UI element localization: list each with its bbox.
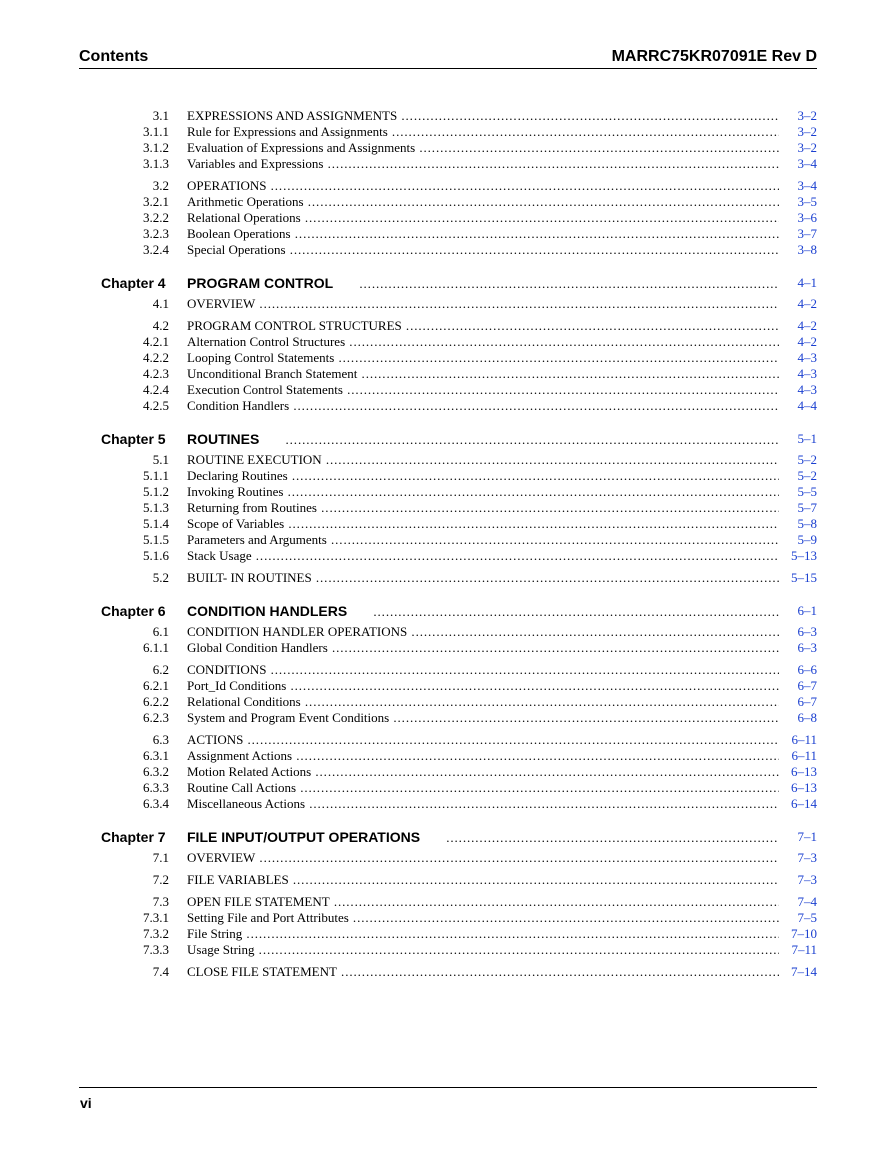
- toc-entry-title: Scope of Variables .....: [187, 516, 779, 532]
- toc-page-link[interactable]: 3–8: [797, 242, 817, 257]
- toc-entry-title: Rule for Expressions and Assignments .....: [187, 124, 779, 140]
- toc-entry[interactable]: [79, 764, 817, 780]
- toc-page-link[interactable]: 4–2: [797, 334, 817, 349]
- toc-entry-title: BUILT- IN ROUTINES .....: [187, 570, 779, 586]
- page-header: [79, 47, 817, 69]
- page-number: vi: [80, 1095, 92, 1111]
- toc-entry[interactable]: [79, 678, 817, 694]
- toc-entry-number: 3.1.1: [143, 124, 169, 139]
- toc-entry[interactable]: [79, 398, 817, 414]
- toc-page-link[interactable]: 6–14: [791, 796, 817, 811]
- toc-entry-number: 4.2.5: [143, 398, 169, 413]
- toc-entry[interactable]: [79, 624, 817, 640]
- toc-entry[interactable]: [79, 710, 817, 726]
- toc-entry[interactable]: [79, 226, 817, 242]
- toc-entry-number: 6.3.1: [143, 748, 169, 763]
- toc-entry-title: OPERATIONS .....: [187, 178, 779, 194]
- toc-entry[interactable]: [79, 124, 817, 140]
- toc-entry-number: 6.1.1: [143, 640, 169, 655]
- toc-entry-number: 3.2.3: [143, 226, 169, 241]
- toc-page-link[interactable]: 6–8: [797, 710, 817, 725]
- toc-entry[interactable]: [79, 780, 817, 796]
- toc-entry-title: Variables and Expressions .....: [187, 156, 779, 172]
- toc-page-link[interactable]: 7–5: [797, 910, 817, 925]
- toc-entry[interactable]: [79, 894, 817, 910]
- toc-entry[interactable]: [79, 318, 817, 334]
- toc-entry[interactable]: [79, 548, 817, 564]
- toc-entry-title: Invoking Routines .....: [187, 484, 779, 500]
- toc-page-link[interactable]: 6–1: [797, 603, 817, 618]
- toc-entry-number: 7.1: [152, 850, 169, 865]
- toc-entry-number: 3.1.3: [143, 156, 169, 171]
- toc-entry-title: Unconditional Branch Statement .....: [187, 366, 779, 382]
- toc-page-link[interactable]: 4–4: [797, 398, 817, 413]
- toc-entry-title: OVERVIEW .....: [187, 296, 779, 312]
- toc-entry-title: Returning from Routines .....: [187, 500, 779, 516]
- toc-page-link[interactable]: 7–10: [791, 926, 817, 941]
- toc-entry-title: PROGRAM CONTROL STRUCTURES .....: [187, 318, 779, 334]
- toc-page-link[interactable]: 6–11: [791, 732, 817, 747]
- toc-entry[interactable]: [79, 850, 817, 866]
- toc-entry[interactable]: [79, 516, 817, 532]
- table-of-contents: [79, 108, 817, 980]
- toc-entry-number: 5.1.6: [143, 548, 169, 563]
- toc-entry[interactable]: [79, 640, 817, 656]
- toc-entry-number: 5.2: [152, 570, 169, 585]
- toc-entry-title: File String .....: [187, 926, 779, 942]
- toc-page-link[interactable]: 5–8: [797, 516, 817, 531]
- toc-entry-title: Special Operations .....: [187, 242, 779, 258]
- toc-page-link[interactable]: 7–3: [797, 850, 817, 865]
- toc-entry-number: 5.1.3: [143, 500, 169, 515]
- header-title: Contents: [79, 48, 149, 65]
- toc-entry-number: 6.3.4: [143, 796, 169, 811]
- toc-entry-number: 4.2.1: [143, 334, 169, 349]
- toc-entry-title: Looping Control Statements .....: [187, 350, 779, 366]
- toc-entry-number: 3.2.2: [143, 210, 169, 225]
- toc-page-link[interactable]: 3–4: [797, 178, 817, 193]
- toc-entry-number: 6.3: [152, 732, 169, 747]
- toc-entry-title: Global Condition Handlers .....: [187, 640, 779, 656]
- toc-entry[interactable]: [79, 926, 817, 942]
- toc-entry-title: CLOSE FILE STATEMENT .....: [187, 964, 779, 980]
- toc-entry[interactable]: [79, 662, 817, 678]
- toc-entry-number: Chapter 7: [101, 829, 166, 845]
- toc-entry-title: Miscellaneous Actions .....: [187, 796, 779, 812]
- toc-page-link[interactable]: 7–3: [797, 872, 817, 887]
- toc-entry[interactable]: [79, 334, 817, 350]
- toc-chapter-entry[interactable]: [79, 602, 817, 620]
- toc-entry-number: Chapter 6: [101, 603, 166, 619]
- chapter-title: CONDITION HANDLERS: [187, 603, 348, 619]
- toc-entry-number: 7.3.2: [143, 926, 169, 941]
- toc-entry-title: Port_Id Conditions .....: [187, 678, 779, 694]
- toc-entry-number: 4.2: [152, 318, 169, 333]
- toc-entry[interactable]: [79, 156, 817, 172]
- toc-page-link[interactable]: 3–4: [797, 156, 817, 171]
- toc-entry-number: 3.2.1: [143, 194, 169, 209]
- toc-page-link[interactable]: 4–3: [797, 366, 817, 381]
- page-footer: [79, 1087, 817, 1111]
- toc-page-link[interactable]: 5–5: [797, 484, 817, 499]
- toc-entry-number: 6.2.2: [143, 694, 169, 709]
- toc-page-link[interactable]: 4–2: [797, 296, 817, 311]
- toc-page-link[interactable]: 3–7: [797, 226, 817, 241]
- toc-page-link[interactable]: 5–13: [791, 548, 817, 563]
- toc-page-link[interactable]: 5–1: [797, 431, 817, 446]
- toc-entry-number: 7.3: [152, 894, 169, 909]
- toc-chapter-entry[interactable]: [79, 430, 817, 448]
- toc-entry[interactable]: [79, 796, 817, 812]
- toc-entry[interactable]: [79, 748, 817, 764]
- chapter-title: ROUTINES: [187, 431, 260, 447]
- toc-entry-title: FILE VARIABLES .....: [187, 872, 779, 888]
- toc-entry[interactable]: [79, 964, 817, 980]
- toc-entry[interactable]: [79, 194, 817, 210]
- toc-entry-title: Motion Related Actions .....: [187, 764, 779, 780]
- toc-entry-title: System and Program Event Conditions .....: [187, 710, 779, 726]
- toc-page-link[interactable]: 5–2: [797, 468, 817, 483]
- toc-page-link[interactable]: 5–15: [791, 570, 817, 585]
- toc-page-link[interactable]: 7–1: [797, 829, 817, 844]
- toc-entry[interactable]: [79, 382, 817, 398]
- toc-entry[interactable]: [79, 732, 817, 748]
- toc-entry[interactable]: [79, 108, 817, 124]
- toc-entry[interactable]: [79, 452, 817, 468]
- toc-entry-title: [187, 430, 779, 449]
- toc-entry[interactable]: [79, 366, 817, 382]
- toc-chapter-entry[interactable]: [79, 274, 817, 292]
- toc-entry-title: EXPRESSIONS AND ASSIGNMENTS .....: [187, 108, 779, 124]
- toc-entry-title: Usage String .....: [187, 942, 779, 958]
- toc-page-link[interactable]: 6–3: [797, 640, 817, 655]
- toc-entry-title: Relational Operations .....: [187, 210, 779, 226]
- toc-entry-number: 4.1: [152, 296, 169, 311]
- toc-entry-title: CONDITION HANDLER OPERATIONS .....: [187, 624, 779, 640]
- document-id: MARRC75KR07091E Rev D: [611, 48, 817, 65]
- chapter-title: PROGRAM CONTROL: [187, 275, 334, 291]
- toc-page-link[interactable]: 3–5: [797, 194, 817, 209]
- toc-entry-title: Alternation Control Structures .....: [187, 334, 779, 350]
- toc-entry-title: [187, 828, 779, 847]
- toc-entry-number: 3.1: [152, 108, 169, 123]
- toc-entry-title: Setting File and Port Attributes .....: [187, 910, 779, 926]
- toc-entry-number: 5.1.2: [143, 484, 169, 499]
- toc-entry-title: Boolean Operations .....: [187, 226, 779, 242]
- toc-entry-number: 4.2.4: [143, 382, 169, 397]
- toc-entry-title: ACTIONS .....: [187, 732, 779, 748]
- toc-entry-number: 7.3.3: [143, 942, 169, 957]
- toc-entry-number: 5.1.1: [143, 468, 169, 483]
- toc-page-link[interactable]: 6–6: [797, 662, 817, 677]
- toc-entry[interactable]: [79, 484, 817, 500]
- toc-page-link[interactable]: 3–2: [797, 108, 817, 123]
- toc-page-link[interactable]: 7–11: [791, 942, 817, 957]
- toc-entry-title: [187, 602, 779, 621]
- toc-entry[interactable]: [79, 910, 817, 926]
- toc-entry[interactable]: [79, 140, 817, 156]
- toc-entry-number: 3.2.4: [143, 242, 169, 257]
- toc-entry-number: 5.1: [152, 452, 169, 467]
- toc-entry-title: OPEN FILE STATEMENT .....: [187, 894, 779, 910]
- toc-page-link[interactable]: 6–13: [791, 780, 817, 795]
- toc-entry[interactable]: [79, 242, 817, 258]
- chapter-title: FILE INPUT/OUTPUT OPERATIONS: [187, 829, 421, 845]
- toc-entry-number: 6.3.3: [143, 780, 169, 795]
- toc-page-link[interactable]: 6–7: [797, 678, 817, 693]
- toc-entry-number: 4.2.2: [143, 350, 169, 365]
- toc-entry-title: Relational Conditions .....: [187, 694, 779, 710]
- toc-entry-title: [187, 274, 779, 293]
- toc-entry-title: Assignment Actions .....: [187, 748, 779, 764]
- toc-page-link[interactable]: 3–2: [797, 124, 817, 139]
- toc-page-link[interactable]: 4–1: [797, 275, 817, 290]
- toc-entry[interactable]: [79, 468, 817, 484]
- toc-entry-title: Condition Handlers .....: [187, 398, 779, 414]
- toc-entry-title: Evaluation of Expressions and Assignments .....: [187, 140, 779, 156]
- toc-entry[interactable]: [79, 500, 817, 516]
- toc-chapter-entry[interactable]: [79, 828, 817, 846]
- toc-entry-number: Chapter 5: [101, 431, 166, 447]
- toc-entry[interactable]: [79, 942, 817, 958]
- toc-page-link[interactable]: 5–9: [797, 532, 817, 547]
- toc-entry-title: Execution Control Statements .....: [187, 382, 779, 398]
- toc-entry-number: 6.2: [152, 662, 169, 677]
- toc-entry-title: Arithmetic Operations .....: [187, 194, 779, 210]
- toc-entry-number: 7.3.1: [143, 910, 169, 925]
- toc-entry-number: 5.1.4: [143, 516, 169, 531]
- toc-entry-number: 6.2.3: [143, 710, 169, 725]
- toc-page-link[interactable]: 3–6: [797, 210, 817, 225]
- toc-entry[interactable]: [79, 872, 817, 888]
- toc-entry-number: 4.2.3: [143, 366, 169, 381]
- toc-entry[interactable]: [79, 694, 817, 710]
- toc-entry-number: 3.1.2: [143, 140, 169, 155]
- toc-entry-number: 3.2: [152, 178, 169, 193]
- toc-entry-number: 5.1.5: [143, 532, 169, 547]
- toc-entry-title: Stack Usage .....: [187, 548, 779, 564]
- toc-page-link[interactable]: 4–3: [797, 350, 817, 365]
- toc-entry-number: 6.3.2: [143, 764, 169, 779]
- toc-page-link[interactable]: 5–2: [797, 452, 817, 467]
- toc-entry-title: Parameters and Arguments .....: [187, 532, 779, 548]
- toc-entry[interactable]: [79, 570, 817, 586]
- toc-entry[interactable]: [79, 296, 817, 312]
- toc-page-link[interactable]: 7–4: [797, 894, 817, 909]
- toc-page-link[interactable]: 3–2: [797, 140, 817, 155]
- toc-entry-number: 7.2: [152, 872, 169, 887]
- toc-page-link[interactable]: 6–13: [791, 764, 817, 779]
- toc-page-link[interactable]: 6–11: [791, 748, 817, 763]
- toc-page-link[interactable]: 5–7: [797, 500, 817, 515]
- toc-entry-number: 6.1: [152, 624, 169, 639]
- toc-entry-number: 6.2.1: [143, 678, 169, 693]
- toc-entry[interactable]: [79, 532, 817, 548]
- toc-page-link[interactable]: 4–3: [797, 382, 817, 397]
- toc-entry-title: Declaring Routines .....: [187, 468, 779, 484]
- toc-entry-title: OVERVIEW .....: [187, 850, 779, 866]
- toc-entry[interactable]: [79, 178, 817, 194]
- toc-entry-number: Chapter 4: [101, 275, 166, 291]
- toc-entry[interactable]: [79, 210, 817, 226]
- toc-page-link[interactable]: 7–14: [791, 964, 817, 979]
- toc-page-link[interactable]: 6–7: [797, 694, 817, 709]
- toc-entry-title: Routine Call Actions .....: [187, 780, 779, 796]
- toc-entry-number: 7.4: [152, 964, 169, 979]
- toc-entry-title: CONDITIONS .....: [187, 662, 779, 678]
- toc-page-link[interactable]: 4–2: [797, 318, 817, 333]
- toc-page-link[interactable]: 6–3: [797, 624, 817, 639]
- toc-entry[interactable]: [79, 350, 817, 366]
- toc-entry-title: ROUTINE EXECUTION .....: [187, 452, 779, 468]
